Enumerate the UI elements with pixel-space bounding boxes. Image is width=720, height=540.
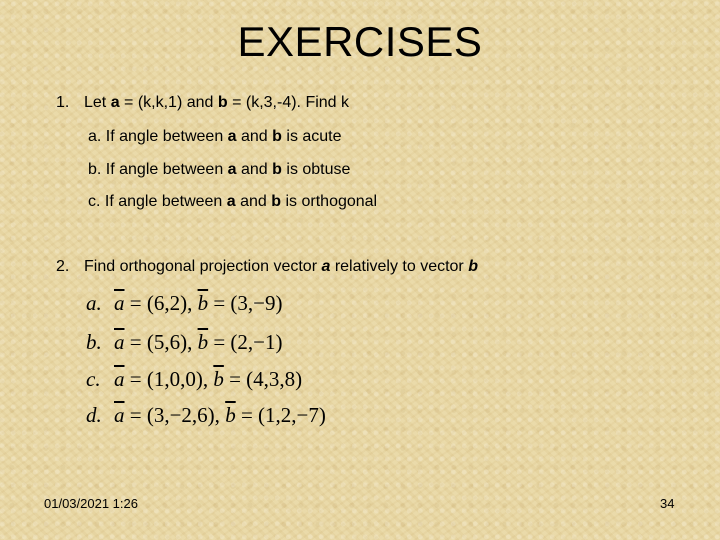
vector-a-value: = (3,−2,6),: [124, 403, 226, 427]
part-b-condition: is obtuse: [281, 161, 351, 178]
vector-a-symbol: $\overline{a}$: [114, 330, 125, 354]
projection-exercise-a: [86, 291, 283, 316]
vector-b: b: [468, 258, 478, 275]
question-1-text-start: Let: [84, 94, 111, 111]
part-c-text: c. If angle between: [88, 193, 227, 210]
vector-a-symbol: $\overline{a}$: [114, 291, 125, 315]
vector-a-value: = (6,2),: [124, 291, 198, 315]
vector-a: a: [321, 258, 331, 275]
question-1-part-c: [88, 193, 377, 211]
vector-b: b: [217, 94, 228, 111]
vector-a-value: = (5,6),: [124, 330, 198, 354]
vector-b: b: [271, 193, 282, 210]
conjunction: and: [236, 128, 273, 145]
vector-b: b: [272, 128, 282, 145]
question-1-text-mid: = (k,k,1) and: [119, 94, 218, 111]
part-a-condition: is acute: [281, 128, 342, 145]
exercise-label: b.: [86, 330, 102, 354]
vector-b-value: = (2,−1): [208, 330, 283, 354]
vector-a-symbol: $\overline{a}$: [114, 403, 125, 427]
vector-a-value: = (1,0,0),: [124, 367, 214, 391]
vector-a-symbol: $\overline{a}$: [114, 367, 125, 391]
part-b-text: b. If angle between: [88, 161, 228, 178]
vector-b-value: = (1,2,−7): [235, 403, 326, 427]
vector-b-value: = (3,−9): [208, 291, 283, 315]
question-1-part-a: [88, 128, 342, 146]
question-1-part-b: [88, 161, 350, 179]
vector-a: a: [226, 193, 236, 210]
conjunction: and: [235, 193, 272, 210]
part-c-condition: is orthogonal: [281, 193, 378, 210]
vector-a: a: [227, 128, 237, 145]
vector-a: a: [110, 94, 120, 111]
exercise-label: c.: [86, 367, 101, 391]
question-1-text-end: = (k,3,-4). Find k: [227, 94, 350, 111]
vector-a: a: [227, 161, 237, 178]
question-2-text-mid: relatively to vector: [330, 258, 469, 275]
projection-exercise-b: [86, 330, 283, 355]
vector-b: b: [272, 161, 282, 178]
exercise-label: a.: [86, 291, 102, 315]
part-a-text: a. If angle between: [88, 128, 228, 145]
vector-b-symbol: $\overline{b}$: [213, 367, 224, 391]
vector-b-symbol: $\overline{b}$: [197, 291, 209, 315]
vector-b-symbol: $\overline{b}$: [197, 330, 209, 354]
question-1-number: 1.: [56, 94, 70, 111]
vector-b-value: = (4,3,8): [223, 367, 303, 391]
footer-date: 01/03/2021 1:26: [44, 496, 138, 511]
question-2-text-start: Find orthogonal projection vector: [84, 258, 322, 275]
question-1: [56, 94, 349, 112]
projection-exercise-d: [86, 403, 326, 428]
slide-title: EXERCISES: [237, 18, 483, 65]
vector-b-symbol: $\overline{b}$: [225, 403, 236, 427]
exercise-label: d.: [86, 403, 102, 427]
question-2: [56, 258, 478, 276]
page-number: 34: [660, 496, 675, 511]
conjunction: and: [236, 161, 273, 178]
projection-exercise-c: [86, 367, 302, 392]
question-2-number: 2.: [56, 258, 70, 275]
